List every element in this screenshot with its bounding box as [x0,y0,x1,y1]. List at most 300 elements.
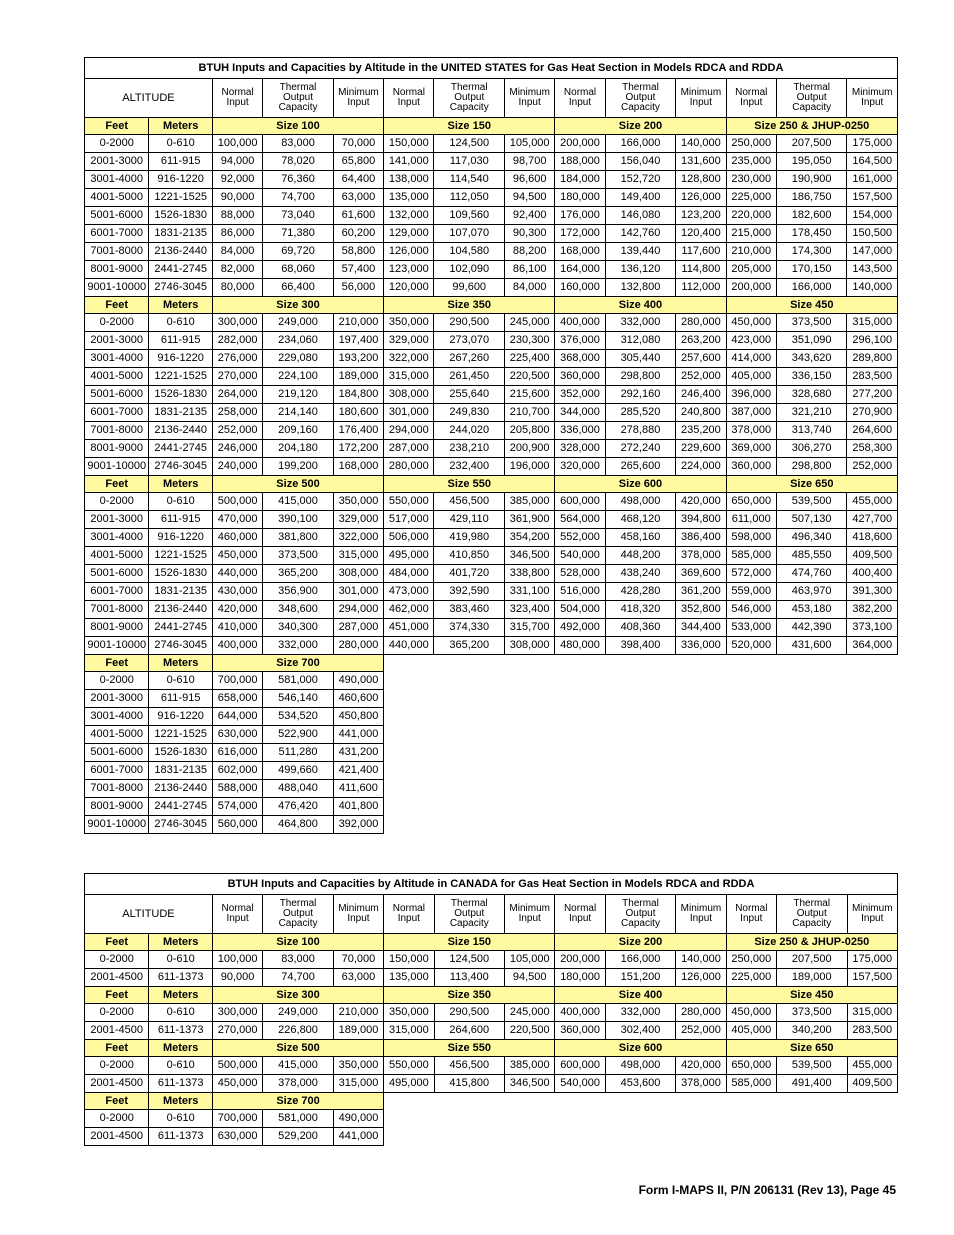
table-cell: 313,740 [776,422,847,440]
table-cell: 166,000 [776,279,847,297]
table-cell: 507,130 [776,511,847,529]
table-cell: 490,000 [333,672,383,690]
table-cell: 190,900 [776,171,847,189]
table-cell: 453,180 [776,601,847,619]
table-row [85,726,898,744]
table-cell: 250,000 [726,951,776,969]
thermal-output-header: Thermal Output Capacity [263,79,334,118]
table-cell: 630,000 [212,726,262,744]
table-row [85,511,898,529]
table-cell: 658,000 [212,690,262,708]
table-cell: 3001-4000 [85,350,149,368]
table-cell: 485,550 [776,547,847,565]
table-cell: 5001-6000 [85,744,149,762]
table-cell: 500,000 [212,1057,262,1075]
table-cell: 312,080 [605,332,676,350]
table-cell: 522,900 [263,726,334,744]
size-header: Size 500 [212,1040,383,1057]
table-cell: 378,000 [676,1075,726,1093]
table-cell: 210,000 [726,243,776,261]
feet-header: Feet [85,934,149,951]
table-cell: 150,000 [384,951,434,969]
table-cell: 207,500 [776,951,847,969]
table-cell: 365,200 [434,637,505,655]
table-cell: 308,000 [384,386,434,404]
table-cell: 398,400 [605,637,676,655]
feet-header: Feet [85,476,149,493]
table-cell: 276,000 [212,350,262,368]
thermal-output-header: Thermal Output Capacity [605,895,676,934]
table-row [85,583,898,601]
table-cell: 429,110 [434,511,505,529]
table-cell: 1831-2135 [149,404,212,422]
table-cell: 280,000 [384,458,434,476]
size-header: Size 200 [555,934,726,951]
table-cell: 616,000 [212,744,262,762]
table-cell: 225,400 [504,350,554,368]
feet-header: Feet [85,118,149,135]
table-cell: 540,000 [555,1075,605,1093]
table-cell: 78,020 [263,153,334,171]
table-cell: 2441-2745 [149,440,212,458]
table-cell: 1831-2135 [149,583,212,601]
table-cell: 520,000 [726,637,776,655]
table-cell: 368,000 [555,350,605,368]
table-cell: 2746-3045 [149,279,212,297]
table-cell: 220,000 [726,207,776,225]
table-row [85,1128,898,1146]
table-cell: 480,000 [555,637,605,655]
table-cell: 68,060 [263,261,334,279]
size-header-row [85,118,898,135]
table-cell: 539,500 [776,493,847,511]
empty-space [384,726,898,744]
table-cell: 453,600 [605,1075,676,1093]
table-cell: 114,800 [676,261,726,279]
table-cell: 400,000 [555,314,605,332]
feet-header: Feet [85,655,149,672]
empty-space [384,762,898,780]
table-cell: 630,000 [212,1128,262,1146]
table-cell: 131,600 [676,153,726,171]
table-cell: 76,360 [263,171,334,189]
table-cell: 2136-2440 [149,243,212,261]
table-cell: 2136-2440 [149,780,212,798]
table-cell: 65,800 [333,153,383,171]
size-header: Size 200 [555,118,726,135]
table-cell: 0-2000 [85,951,149,969]
table-row [85,243,898,261]
table-cell: 369,600 [676,565,726,583]
table-cell: 8001-9000 [85,619,149,637]
table-cell: 328,680 [776,386,847,404]
table-cell: 86,000 [212,225,262,243]
table-cell: 0-610 [149,135,212,153]
table-cell: 245,000 [505,1004,555,1022]
table-cell: 298,800 [776,458,847,476]
table-cell: 381,800 [263,529,334,547]
table-cell: 302,400 [605,1022,676,1040]
minimum-input-header: Minimum Input [847,79,898,118]
table-cell: 124,500 [434,135,505,153]
table-cell: 394,800 [676,511,726,529]
table-cell: 189,000 [333,368,383,386]
table-row [85,601,898,619]
table-cell: 546,000 [726,601,776,619]
table-cell: 421,400 [333,762,383,780]
table-row [85,744,898,762]
table-cell: 322,000 [333,529,383,547]
table-cell: 109,560 [434,207,505,225]
table-row [85,619,898,637]
table-cell: 168,000 [333,458,383,476]
table-cell: 539,500 [776,1057,847,1075]
table-cell: 230,300 [504,332,554,350]
table-cell: 329,000 [384,332,434,350]
table-cell: 80,000 [212,279,262,297]
table-cell: 178,450 [776,225,847,243]
table-cell: 305,440 [605,350,676,368]
table-cell: 140,000 [847,279,898,297]
size-header-row [85,987,898,1004]
table-cell: 154,000 [847,207,898,225]
meters-header: Meters [149,655,212,672]
table-cell: 94,500 [505,969,555,987]
table-cell: 2001-4500 [85,969,149,987]
table-cell: 364,000 [847,637,898,655]
table-cell: 245,000 [504,314,554,332]
table-cell: 611-1373 [149,1022,212,1040]
table-cell: 196,000 [504,458,554,476]
altitude-header: ALTITUDE [85,79,213,118]
table-cell: 0-610 [149,951,212,969]
table-cell: 264,000 [212,386,262,404]
table-cell: 0-2000 [85,314,149,332]
table-cell: 264,600 [847,422,898,440]
table-title: BTUH Inputs and Capacities by Altitude in the UNITED STATES for Gas Heat Section in Models RDCA and RDDA [85,58,898,79]
table-row [85,404,898,422]
table-cell: 546,140 [263,690,334,708]
size-header: Size 300 [212,297,383,314]
table-cell: 132,000 [384,207,434,225]
table-cell: 343,620 [776,350,847,368]
table-cell: 2001-4500 [85,1022,149,1040]
table-cell: 428,280 [605,583,676,601]
meters-header: Meters [149,1093,212,1110]
table-cell: 420,000 [676,1057,726,1075]
table-cell: 360,000 [555,1022,605,1040]
table-cell: 232,400 [434,458,505,476]
table-cell: 1526-1830 [149,386,212,404]
table-cell: 464,800 [263,816,334,834]
table-row [85,261,898,279]
feet-header: Feet [85,297,149,314]
table-cell: 188,000 [555,153,605,171]
table-cell: 60,200 [333,225,383,243]
table-cell: 916-1220 [149,350,212,368]
empty-space [384,798,898,816]
table-cell: 315,000 [847,314,898,332]
table-cell: 209,160 [263,422,334,440]
table-cell: 916-1220 [149,529,212,547]
empty-space [384,1093,898,1110]
table-cell: 99,600 [434,279,505,297]
table-cell: 1526-1830 [149,207,212,225]
table-cell: 602,000 [212,762,262,780]
thermal-output-header: Thermal Output Capacity [776,895,847,934]
table-cell: 2441-2745 [149,261,212,279]
table-cell: 9001-10000 [85,458,149,476]
meters-header: Meters [149,1040,212,1057]
table-cell: 450,000 [726,314,776,332]
size-header: Size 100 [212,118,383,135]
table-cell: 373,100 [847,619,898,637]
empty-space [384,708,898,726]
table-cell: 230,000 [726,171,776,189]
table-cell: 332,000 [605,1004,676,1022]
table-cell: 376,000 [555,332,605,350]
feet-header: Feet [85,1093,149,1110]
table-cell: 135,000 [384,969,434,987]
size-header: Size 150 [384,118,555,135]
table-row [85,440,898,458]
size-header: Size 650 [726,476,897,493]
table-cell: 289,800 [847,350,898,368]
table-cell: 391,300 [847,583,898,601]
table-cell: 322,000 [384,350,434,368]
table-cell: 360,000 [555,368,605,386]
table-cell: 0-610 [149,672,212,690]
size-header-row [85,1040,898,1057]
table-cell: 611-915 [149,153,212,171]
table-cell: 290,500 [434,314,505,332]
table-cell: 2441-2745 [149,619,212,637]
table-cell: 301,000 [333,583,383,601]
size-header: Size 700 [212,655,383,672]
table-cell: 550,000 [384,493,434,511]
table-row [85,529,898,547]
table-cell: 315,000 [384,1022,434,1040]
table-cell: 124,500 [434,951,505,969]
table-cell: 61,600 [333,207,383,225]
table-cell: 126,000 [676,189,726,207]
table-cell: 141,000 [384,153,434,171]
table-cell: 287,000 [333,619,383,637]
table-cell: 378,000 [263,1075,334,1093]
normal-input-header: Normal Input [212,79,262,118]
table-cell: 258,300 [847,440,898,458]
table-row [85,1022,898,1040]
table-cell: 321,210 [776,404,847,422]
table-cell: 401,800 [333,798,383,816]
table-cell: 350,000 [384,314,434,332]
thermal-output-header: Thermal Output Capacity [263,895,334,934]
table-cell: 225,000 [726,969,776,987]
table-cell: 264,600 [434,1022,505,1040]
table-cell: 234,060 [263,332,334,350]
table-cell: 82,000 [212,261,262,279]
table-cell: 418,320 [605,601,676,619]
table-cell: 455,000 [847,493,898,511]
table-cell: 182,600 [776,207,847,225]
table-cell: 249,000 [263,314,334,332]
table-cell: 255,640 [434,386,505,404]
table-cell: 86,100 [504,261,554,279]
table-cell: 277,200 [847,386,898,404]
table-cell: 298,800 [605,368,676,386]
table-cell: 128,800 [676,171,726,189]
table-cell: 361,200 [676,583,726,601]
table-cell: 320,000 [555,458,605,476]
table-cell: 58,800 [333,243,383,261]
table-cell: 8001-9000 [85,798,149,816]
empty-space [384,816,898,834]
table-cell: 252,000 [847,458,898,476]
table-cell: 463,970 [776,583,847,601]
table-cell: 294,000 [333,601,383,619]
table-cell: 352,800 [676,601,726,619]
table-cell: 219,120 [263,386,334,404]
table-cell: 215,000 [726,225,776,243]
table-row [85,207,898,225]
table-row [85,189,898,207]
table-cell: 250,000 [726,135,776,153]
table-cell: 700,000 [212,1110,262,1128]
table-cell: 174,300 [776,243,847,261]
table-row [85,279,898,297]
thermal-output-header: Thermal Output Capacity [776,79,847,118]
table-cell: 559,000 [726,583,776,601]
table-cell: 273,070 [434,332,505,350]
table-cell: 415,800 [434,1075,505,1093]
table-cell: 166,000 [605,135,676,153]
table-cell: 300,000 [212,314,262,332]
table-cell: 414,000 [726,350,776,368]
table-cell: 401,720 [434,565,505,583]
table-cell: 195,050 [776,153,847,171]
size-header: Size 450 [726,297,897,314]
table-cell: 8001-9000 [85,440,149,458]
table-cell: 8001-9000 [85,261,149,279]
table-cell: 308,000 [504,637,554,655]
meters-header: Meters [149,987,212,1004]
table-cell: 415,000 [263,493,334,511]
meters-header: Meters [149,118,212,135]
table-cell: 351,090 [776,332,847,350]
table-cell: 492,000 [555,619,605,637]
minimum-input-header: Minimum Input [504,79,554,118]
table-cell: 392,000 [333,816,383,834]
table-cell: 409,500 [847,547,898,565]
empty-space [384,744,898,762]
table-cell: 9001-10000 [85,816,149,834]
table-row [85,969,898,987]
table-cell: 199,200 [263,458,334,476]
table-cell: 4001-5000 [85,726,149,744]
table-cell: 1221-1525 [149,726,212,744]
table-cell: 123,200 [676,207,726,225]
table-cell: 0-610 [149,1057,212,1075]
table-row [85,135,898,153]
table-cell: 9001-10000 [85,637,149,655]
thermal-output-header: Thermal Output Capacity [434,79,505,118]
size-header: Size 600 [555,476,726,493]
table-cell: 470,000 [212,511,262,529]
table-cell: 581,000 [263,1110,334,1128]
table-cell: 400,400 [847,565,898,583]
size-header: Size 550 [384,476,555,493]
table-cell: 4001-5000 [85,368,149,386]
table-cell: 205,800 [504,422,554,440]
table-cell: 252,000 [676,368,726,386]
table-cell: 427,700 [847,511,898,529]
table-cell: 373,500 [776,314,847,332]
table-cell: 528,000 [555,565,605,583]
minimum-input-header: Minimum Input [333,79,383,118]
table-cell: 214,140 [263,404,334,422]
table-cell: 5001-6000 [85,565,149,583]
table-cell: 490,000 [333,1110,383,1128]
table-cell: 585,000 [726,547,776,565]
table-cell: 270,000 [212,368,262,386]
table-cell: 0-2000 [85,1110,149,1128]
table-cell: 338,800 [504,565,554,583]
table-cell: 369,000 [726,440,776,458]
table-cell: 225,000 [726,189,776,207]
table-cell: 315,000 [384,368,434,386]
table-cell: 157,500 [847,189,898,207]
table-cell: 374,330 [434,619,505,637]
table-cell: 90,300 [504,225,554,243]
table-row [85,386,898,404]
table-row [85,708,898,726]
table-cell: 296,100 [847,332,898,350]
table-cell: 120,400 [676,225,726,243]
table-cell: 280,000 [676,1004,726,1022]
table-cell: 197,400 [333,332,383,350]
table-cell: 282,000 [212,332,262,350]
table-cell: 390,100 [263,511,334,529]
table-cell: 373,500 [776,1004,847,1022]
feet-header: Feet [85,987,149,1004]
empty-space [384,1110,898,1128]
table-cell: 400,000 [555,1004,605,1022]
table-cell: 498,000 [605,493,676,511]
table-row [85,1004,898,1022]
table-cell: 2001-4500 [85,1075,149,1093]
table-cell: 210,000 [333,1004,383,1022]
table-cell: 66,400 [263,279,334,297]
table-cell: 600,000 [555,1057,605,1075]
table-cell: 2001-3000 [85,153,149,171]
table-cell: 588,000 [212,780,262,798]
table-cell: 442,390 [776,619,847,637]
empty-space [384,672,898,690]
size-header: Size 700 [212,1093,383,1110]
size-header: Size 400 [555,987,726,1004]
table-cell: 410,850 [434,547,505,565]
table-cell: 473,000 [384,583,434,601]
table-cell: 63,000 [333,189,383,207]
table-cell: 460,000 [212,529,262,547]
table-cell: 2746-3045 [149,458,212,476]
table-cell: 210,000 [333,314,383,332]
table-cell: 336,150 [776,368,847,386]
table-cell: 328,000 [555,440,605,458]
table-cell: 440,000 [212,565,262,583]
table-cell: 378,000 [726,422,776,440]
table-cell: 462,000 [384,601,434,619]
